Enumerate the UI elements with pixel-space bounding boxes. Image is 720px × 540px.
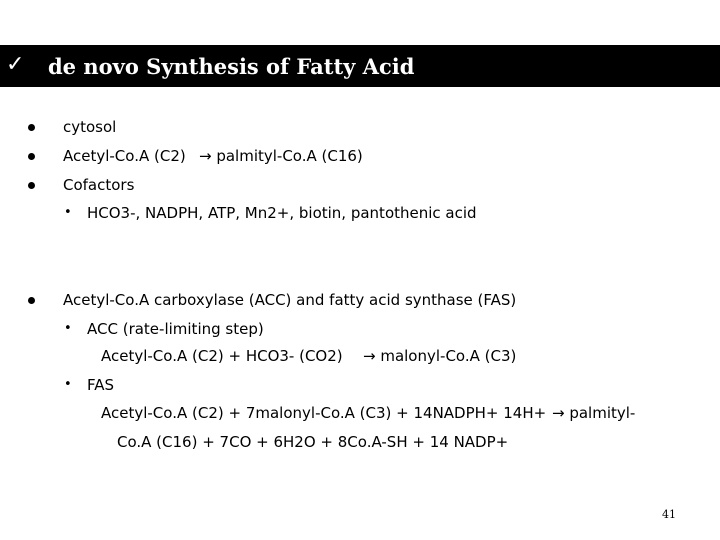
fas-equation-continued: Co.A (C16) + 7CO + 6H2O + 8Co.A-SH + 14 NADP+ xyxy=(117,433,509,451)
checkmark-icon: ✓ xyxy=(6,52,25,77)
bullet-dot-icon xyxy=(28,124,35,131)
sub-bullet-icon: • xyxy=(64,321,72,336)
bullet-cytosol: cytosol xyxy=(63,118,117,136)
cofactor-list: HCO3-, NADPH, ATP, Mn2+, biotin, pantothenic acid xyxy=(87,204,477,222)
title-bar xyxy=(0,45,720,87)
sub-bullet-icon: • xyxy=(64,205,72,220)
fas-label: FAS xyxy=(87,376,115,394)
sub-bullet-icon: • xyxy=(64,377,72,392)
page-number: 41 xyxy=(662,508,676,521)
bullet-enzymes: Acetyl-Co.A carboxylase (ACC) and fatty acid synthase (FAS) xyxy=(63,291,517,309)
bullet-cofactors: Cofactors xyxy=(63,176,135,194)
acc-rate-limiting: ACC (rate-limiting step) xyxy=(87,320,264,338)
acc-equation-left: Acetyl-Co.A (C2) + HCO3- (CO2) xyxy=(101,347,343,365)
arrow-palmityl-coa: → palmityl-Co.A (C16) xyxy=(199,147,363,165)
fas-equation-right: → palmityl- xyxy=(552,404,636,422)
acc-equation-right: → malonyl-Co.A (C3) xyxy=(363,347,517,365)
fas-equation-left: Acetyl-Co.A (C2) + 7malonyl-Co.A (C3) + 14NADPH+ 14H+ xyxy=(101,404,547,422)
slide-title: de novo Synthesis of Fatty Acid xyxy=(48,54,415,79)
bullet-dot-icon xyxy=(28,182,35,189)
bullet-dot-icon xyxy=(28,297,35,304)
bullet-dot-icon xyxy=(28,153,35,160)
bullet-acetyl-coa: Acetyl-Co.A (C2) xyxy=(63,147,186,165)
